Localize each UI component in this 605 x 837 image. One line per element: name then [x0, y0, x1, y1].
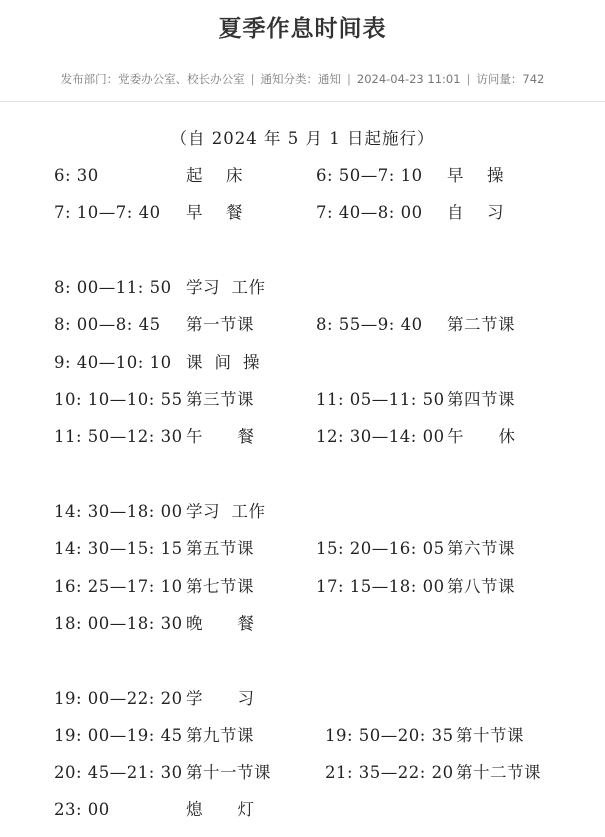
schedule-time: 11: 50—12: 30	[54, 427, 183, 446]
publish-datetime: 2024-04-23 11:01	[356, 72, 461, 86]
schedule-activity: 学习 工作	[186, 278, 266, 297]
schedule-activity: 第九节课	[186, 726, 254, 745]
schedule-activity: 第五节课	[186, 539, 254, 558]
schedule-time: 7: 40—8: 00	[316, 203, 423, 222]
schedule-activity: 晚 餐	[186, 614, 255, 633]
meta-separator: |	[250, 72, 255, 86]
schedule-time: 16: 25—17: 10	[54, 577, 183, 596]
header-divider	[0, 101, 605, 102]
schedule-activity: 起 床	[186, 166, 243, 185]
schedule-time: 18: 00—18: 30	[54, 614, 183, 633]
schedule-time: 9: 40—10: 10	[54, 353, 172, 372]
notice-category: 通知分类：通知	[260, 72, 342, 86]
publisher-department: 发布部门：党委办公室、校长办公室	[60, 72, 245, 86]
schedule-activity: 学 习	[186, 689, 255, 708]
schedule-time: 8: 00—8: 45	[54, 315, 161, 334]
schedule-time: 17: 15—18: 00	[316, 577, 445, 596]
schedule-activity: 第七节课	[186, 577, 254, 596]
schedule-activity: 第四节课	[447, 390, 515, 409]
view-count: 访问量：742	[476, 72, 545, 86]
schedule-activity: 第八节课	[447, 577, 515, 596]
schedule-activity: 早 操	[447, 166, 504, 185]
meta-separator: |	[466, 72, 471, 86]
schedule-time: 10: 10—10: 55	[54, 390, 183, 409]
schedule-activity: 学习 工作	[186, 502, 266, 521]
schedule-activity: 第十节课	[456, 726, 524, 745]
schedule-activity: 午 餐	[186, 427, 255, 446]
schedule-activity: 课 间 操	[186, 353, 260, 372]
schedule-time: 14: 30—15: 15	[54, 539, 183, 558]
schedule-activity: 第三节课	[186, 390, 254, 409]
schedule-activity: 熄 灯	[186, 800, 255, 819]
schedule-activity: 第二节课	[447, 315, 515, 334]
effective-date: （自 2024 年 5 月 1 日起施行）	[170, 129, 435, 148]
schedule-activity: 第十二节课	[456, 763, 541, 782]
schedule-time: 21: 35—22: 20	[325, 763, 454, 782]
schedule-time: 7: 10—7: 40	[54, 203, 161, 222]
schedule-time: 8: 55—9: 40	[316, 315, 423, 334]
schedule-time: 15: 20—16: 05	[316, 539, 445, 558]
schedule-time: 19: 00—22: 20	[54, 689, 183, 708]
schedule-activity: 第十一节课	[186, 763, 271, 782]
page-title: 夏季作息时间表	[218, 16, 387, 42]
schedule-time: 14: 30—18: 00	[54, 502, 183, 521]
schedule-time: 23: 00	[54, 800, 110, 819]
schedule-activity: 第一节课	[186, 315, 254, 334]
schedule-activity: 自 习	[447, 203, 504, 222]
schedule-activity: 第六节课	[447, 539, 515, 558]
article-meta	[0, 71, 605, 87]
schedule-time: 19: 00—19: 45	[54, 726, 183, 745]
schedule-time: 19: 50—20: 35	[325, 726, 454, 745]
schedule-time: 12: 30—14: 00	[316, 427, 445, 446]
schedule-time: 11: 05—11: 50	[316, 390, 445, 409]
schedule-time: 20: 45—21: 30	[54, 763, 183, 782]
schedule-activity: 早 餐	[186, 203, 243, 222]
meta-separator: |	[347, 72, 351, 86]
schedule-time: 6: 50—7: 10	[316, 166, 423, 185]
schedule-activity: 午 休	[447, 427, 516, 446]
schedule-time: 8: 00—11: 50	[54, 278, 172, 297]
schedule-time: 6: 30	[54, 166, 99, 185]
